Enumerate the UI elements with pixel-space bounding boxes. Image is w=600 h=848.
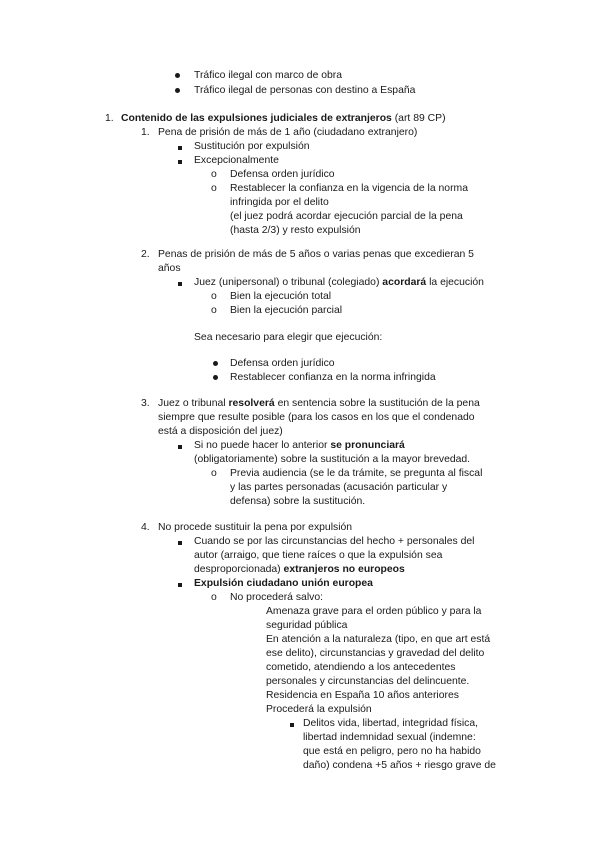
item-2-sub-1-pre: Juez (unipersonal) o tribunal (colegiado) — [194, 277, 383, 288]
item-2-note: Sea necesario para elegir que ejecución: — [194, 332, 383, 343]
section-title-ref: (art 89 CP) — [391, 113, 446, 124]
item-2-sub-1-post: la ejecución — [426, 277, 484, 288]
item-4-sub-1-line-3 — [194, 563, 405, 578]
o-marker: o — [211, 183, 217, 194]
square-bullet — [178, 160, 182, 164]
bullet-dot — [213, 361, 218, 366]
item-3-sub-1-bold: se pronunciará — [330, 440, 405, 451]
item-3-number: 3. — [141, 398, 150, 409]
intro-bullet-2: Tráfico ilegal de personas con destino a España — [194, 85, 416, 96]
item-4-c-8: Procederá la expulsión — [266, 704, 372, 715]
item-2-line-2: años — [158, 263, 181, 274]
item-1-sub-2: Excepcionalmente — [194, 155, 279, 166]
item-2-dot-1: Defensa orden jurídico — [230, 358, 335, 369]
item-3-line-2: siempre que resulte posible (para los casos en los que el condenado — [158, 412, 475, 423]
item-2-o-1: Bien la ejecución total — [230, 291, 332, 302]
item-3-o-1-line-1: Previa audiencia (se le da trámite, se pregunta al fiscal — [230, 468, 483, 479]
item-4-c-3: En atención a la naturaleza (tipo, en que art está — [266, 634, 491, 645]
item-4-sub-1-line-3-bold: extranjeros no europeos — [283, 564, 405, 575]
item-4-c-2: seguridad pública — [266, 620, 348, 631]
bullet-dot — [175, 88, 180, 93]
item-4-d-3: que está en peligro, pero no ha habido — [303, 746, 481, 757]
item-4-c-1: Amenaza grave para el orden público y para la — [266, 606, 482, 617]
item-2-line-1: Penas de prisión de más de 5 años o varias penas que excedieran 5 — [158, 249, 474, 260]
item-4-sub-1-line-2: autor (arraigo, que tiene raíces o que la expulsión sea — [194, 550, 443, 561]
o-marker: o — [211, 468, 217, 479]
item-4-sub-2 — [194, 577, 373, 592]
o-marker: o — [211, 592, 217, 603]
item-1-sub-2-o-2-line-1: Restablecer la confianza en la vigencia de la norma — [230, 183, 468, 194]
square-bullet — [178, 445, 182, 449]
item-3-sub-1-line-1 — [194, 439, 405, 454]
item-3-line-1-pre: Juez o tribunal — [158, 398, 229, 409]
item-4-c-4: ese delito), circunstancias y gravedad del delito — [266, 648, 485, 659]
item-4-c-6: personales y circunstancias del delincuente. — [266, 676, 470, 687]
item-4-sub-2-bold: Expulsión ciudadano unión europea — [194, 578, 373, 589]
item-4-d-2: libertad indemnidad sexual (indemne: — [303, 732, 476, 743]
item-1-text: Pena de prisión de más de 1 año (ciudadano extranjero) — [158, 127, 418, 138]
square-bullet — [290, 723, 294, 727]
item-1-number: 1. — [141, 127, 150, 138]
item-4-text: No procede sustituir la pena por expulsión — [158, 522, 353, 533]
item-4-sub-1-line-1: Cuando se por las circunstancias del hecho + personales del — [194, 536, 475, 547]
o-marker: o — [211, 305, 217, 316]
section-title-bold: Contenido de las expulsiones judiciales de extranjeros — [121, 113, 392, 124]
item-2-sub-1 — [194, 276, 484, 291]
square-bullet — [178, 583, 182, 587]
square-bullet — [178, 541, 182, 545]
section-number: 1. — [105, 113, 114, 124]
item-4-number: 4. — [141, 522, 150, 533]
item-1-sub-2-o-2-line-3: (el juez podrá acordar ejecución parcial de la pena — [230, 211, 463, 222]
item-3-line-1-post: en sentencia sobre la sustitución de la pena — [274, 398, 480, 409]
bullet-dot — [175, 73, 180, 78]
item-3-o-1-line-3: defensa) sobre la sustitución. — [230, 496, 366, 507]
item-1-sub-2-o-2-line-2: infringida por el delito — [230, 197, 329, 208]
item-4-c-7: Residencia en España 10 años anteriores — [266, 690, 459, 701]
square-bullet — [178, 282, 182, 286]
item-2-sub-1-bold: acordará — [382, 277, 427, 288]
intro-bullet-1: Tráfico ilegal con marco de obra — [194, 70, 343, 81]
item-2-number: 2. — [141, 249, 150, 260]
item-4-d-1: Delitos vida, libertad, integridad física, — [303, 718, 478, 729]
o-marker: o — [211, 291, 217, 302]
item-2-dot-2: Restablecer confianza en la norma infringida — [230, 372, 436, 383]
item-1-sub-1: Sustitución por expulsión — [194, 141, 310, 152]
item-3-line-1 — [158, 397, 480, 412]
item-4-c-5: cometido, atendiendo a los antecedentes — [266, 662, 456, 673]
item-4-d-4: daño) condena +5 años + riesgo grave de — [303, 760, 496, 771]
item-1-sub-2-o-1: Defensa orden jurídico — [230, 169, 335, 180]
section-title — [121, 112, 446, 127]
item-4-o-1: No procederá salvo: — [230, 592, 323, 603]
o-marker: o — [211, 169, 217, 180]
item-3-sub-1-line-2: (obligatoriamente) sobre la sustitución a la mayor brevedad. — [194, 454, 471, 465]
item-2-o-2: Bien la ejecución parcial — [230, 305, 343, 316]
item-3-sub-1-pre: Si no puede hacer lo anterior — [194, 440, 331, 451]
item-4-sub-1-line-3-pre: desproporcionada) — [194, 564, 284, 575]
item-3-line-3: está a disposición del juez) — [158, 426, 283, 437]
bullet-dot — [213, 375, 218, 380]
item-3-line-1-bold: resolverá — [228, 398, 275, 409]
square-bullet — [178, 146, 182, 150]
item-1-sub-2-o-2-line-4: (hasta 2/3) y resto expulsión — [230, 225, 361, 236]
item-3-o-1-line-2: y las partes personadas (acusación particular y — [230, 482, 448, 493]
